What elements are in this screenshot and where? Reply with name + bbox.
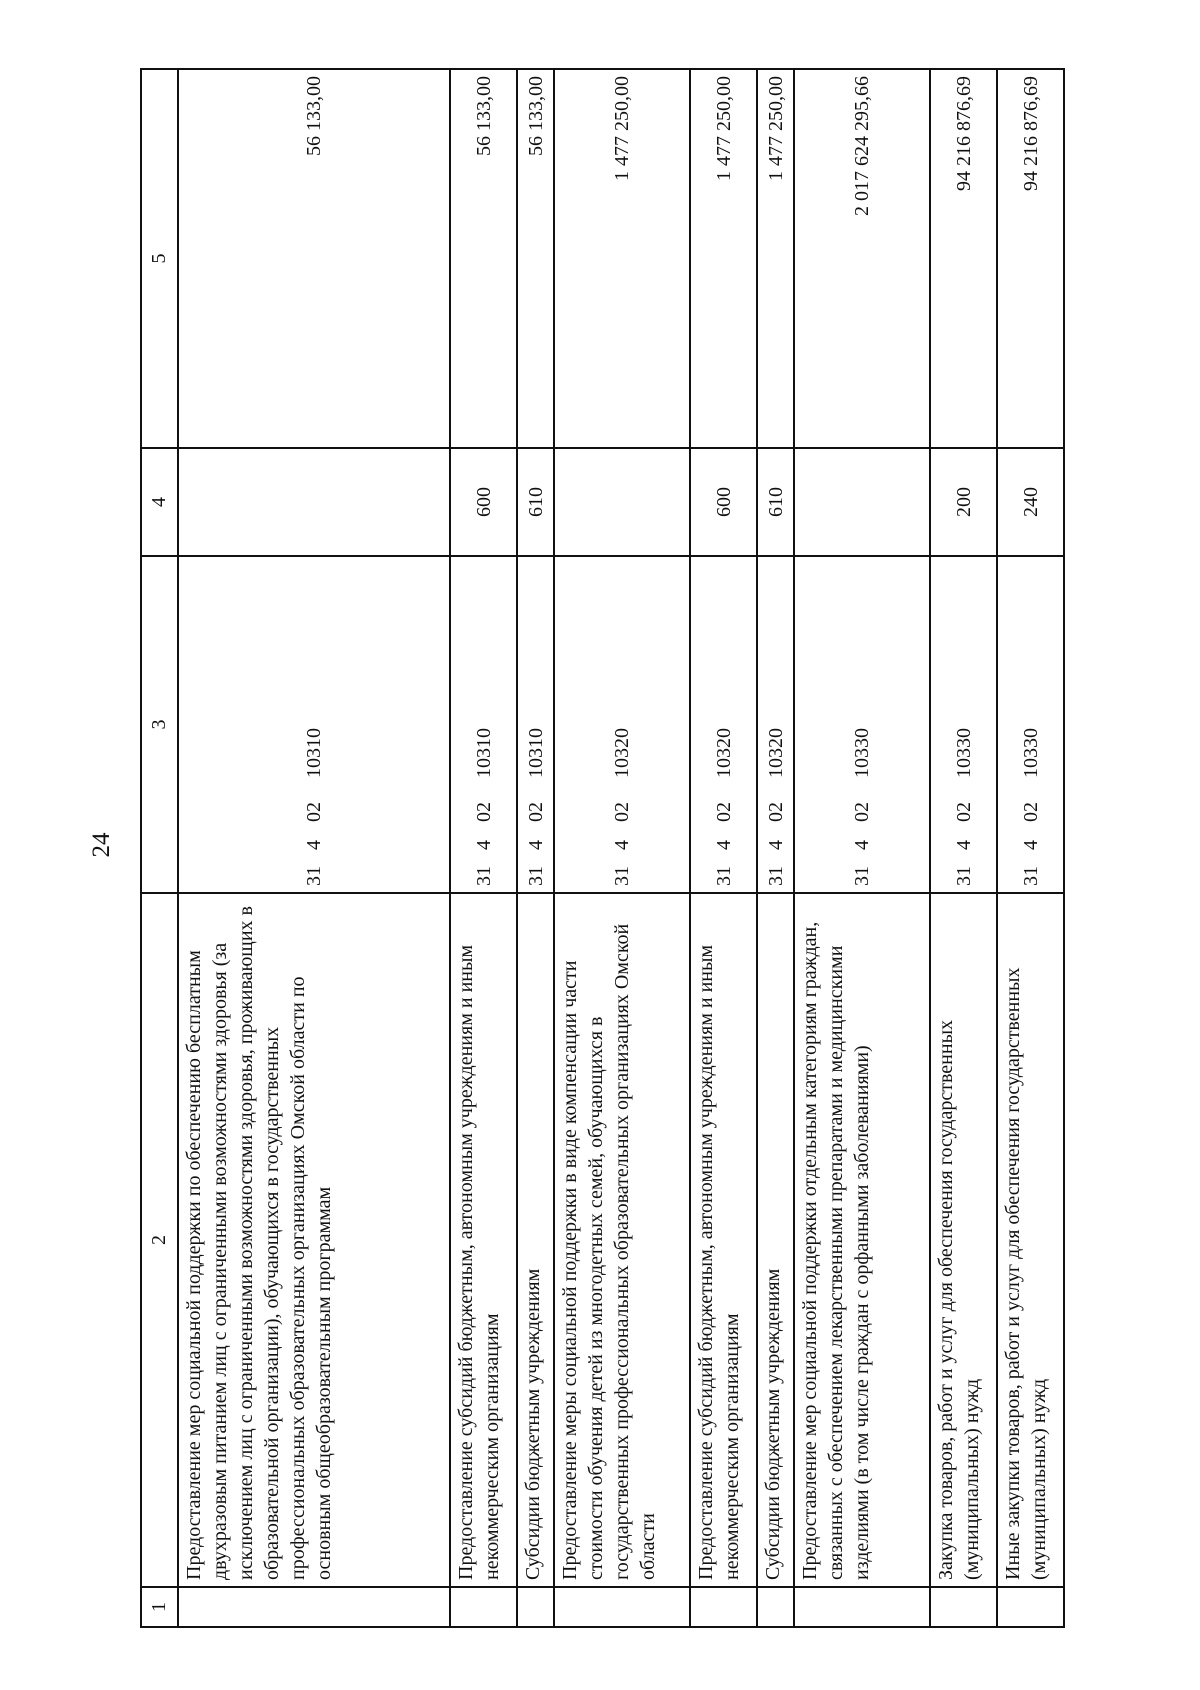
header-col-1: 1 — [141, 1587, 178, 1627]
classification-code — [609, 563, 635, 886]
amount-cell: 56 133,00 — [178, 69, 450, 448]
code-program: 31 — [712, 866, 735, 886]
code-direction: 10320 — [764, 728, 787, 778]
code-direction: 10320 — [712, 728, 735, 778]
code-subprogram: 4 — [611, 840, 634, 850]
amount-cell: 94 216 876,69 — [997, 69, 1064, 448]
expense-type-cell: 600 — [450, 448, 517, 556]
header-col-3: 3 — [141, 556, 178, 893]
classification-code-cell — [554, 556, 690, 893]
amount-cell: 56 133,00 — [517, 69, 554, 448]
code-program: 31 — [472, 866, 495, 886]
code-subprogram: 4 — [524, 840, 547, 850]
header-col-2: 2 — [141, 893, 178, 1587]
code-subprogram: 4 — [764, 840, 787, 850]
description-cell: Субсидии бюджетным учреждениям — [517, 893, 554, 1587]
expense-type-cell — [794, 448, 930, 556]
header-col-5: 5 — [141, 69, 178, 448]
classification-code-cell — [794, 556, 930, 893]
code-direction: 10310 — [524, 728, 547, 778]
row-number-cell — [450, 1587, 517, 1627]
classification-code — [471, 563, 497, 886]
classification-code-cell — [930, 556, 997, 893]
header-col-4: 4 — [141, 448, 178, 556]
code-activity: 02 — [952, 802, 975, 822]
table-row — [450, 69, 517, 1627]
description-cell: Иные закупки товаров, работ и услуг для обеспечения государственных (муниципальных) нужд — [997, 893, 1064, 1587]
classification-code — [763, 563, 789, 886]
row-number-cell — [997, 1587, 1064, 1627]
code-activity: 02 — [1019, 802, 1042, 822]
code-program: 31 — [851, 866, 874, 886]
code-activity: 02 — [472, 802, 495, 822]
description-cell: Предоставление меры социальной поддержки в виде компенсации части стоимости обучения детей из многодетных семей, обучающихся в государственных профессиональных образовательных организациях Омской области — [554, 893, 690, 1587]
code-activity: 02 — [712, 802, 735, 822]
classification-code — [849, 563, 875, 886]
row-number-cell — [794, 1587, 930, 1627]
expense-type-cell: 240 — [997, 448, 1064, 556]
table-row — [930, 69, 997, 1627]
code-activity: 02 — [851, 802, 874, 822]
classification-code-cell — [690, 556, 757, 893]
table-header-row — [141, 69, 178, 1627]
code-activity: 02 — [524, 802, 547, 822]
code-direction: 10330 — [952, 728, 975, 778]
description-cell: Предоставление мер социальной поддержки отдельным категориям граждан, связанных с обеспечением лекарственными препаратами и медицинскими изделиями (в том числе граждан с орфанными заболеваниями) — [794, 893, 930, 1587]
table-row — [554, 69, 690, 1627]
expense-type-cell: 610 — [517, 448, 554, 556]
code-direction: 10330 — [1019, 728, 1042, 778]
expense-type-cell: 600 — [690, 448, 757, 556]
classification-code — [711, 563, 737, 886]
code-subprogram: 4 — [1019, 840, 1042, 850]
classification-code — [523, 563, 549, 886]
code-program: 31 — [952, 866, 975, 886]
code-program: 31 — [1019, 866, 1042, 886]
row-number-cell — [757, 1587, 794, 1627]
rotated-page-content — [140, 68, 1065, 1628]
code-program: 31 — [764, 866, 787, 886]
code-program: 31 — [303, 866, 326, 886]
page-number: 24 — [88, 832, 115, 858]
classification-code-cell — [450, 556, 517, 893]
budget-table — [140, 68, 1065, 1628]
classification-code — [951, 563, 977, 886]
classification-code — [1018, 563, 1044, 886]
row-number-cell — [178, 1587, 450, 1627]
table-row — [757, 69, 794, 1627]
table-row — [517, 69, 554, 1627]
code-direction: 10310 — [472, 728, 495, 778]
row-number-cell — [930, 1587, 997, 1627]
row-number-cell — [554, 1587, 690, 1627]
row-number-cell — [517, 1587, 554, 1627]
table-row — [178, 69, 450, 1627]
expense-type-cell: 610 — [757, 448, 794, 556]
code-program: 31 — [611, 866, 634, 886]
code-activity: 02 — [611, 802, 634, 822]
amount-cell: 1 477 250,00 — [554, 69, 690, 448]
code-subprogram: 4 — [952, 840, 975, 850]
description-cell: Субсидии бюджетным учреждениям — [757, 893, 794, 1587]
classification-code-cell — [997, 556, 1064, 893]
code-direction: 10330 — [851, 728, 874, 778]
code-activity: 02 — [764, 802, 787, 822]
code-program: 31 — [524, 866, 547, 886]
table-row — [690, 69, 757, 1627]
description-cell: Закупка товаров, работ и услуг для обеспечения государственных (муниципальных) нужд — [930, 893, 997, 1587]
expense-type-cell — [178, 448, 450, 556]
amount-cell: 2 017 624 295,66 — [794, 69, 930, 448]
code-direction: 10310 — [303, 728, 326, 778]
code-subprogram: 4 — [851, 840, 874, 850]
table-row — [997, 69, 1064, 1627]
description-cell: Предоставление субсидий бюджетным, автономным учреждениям и иным некоммерческим организациям — [690, 893, 757, 1587]
code-subprogram: 4 — [472, 840, 495, 850]
classification-code — [301, 563, 327, 886]
classification-code-cell — [757, 556, 794, 893]
amount-cell: 94 216 876,69 — [930, 69, 997, 448]
code-subprogram: 4 — [712, 840, 735, 850]
amount-cell: 1 477 250,00 — [690, 69, 757, 448]
classification-code-cell — [178, 556, 450, 893]
description-cell: Предоставление субсидий бюджетным, автономным учреждениям и иным некоммерческим организациям — [450, 893, 517, 1587]
amount-cell: 1 477 250,00 — [757, 69, 794, 448]
code-activity: 02 — [303, 802, 326, 822]
expense-type-cell: 200 — [930, 448, 997, 556]
row-number-cell — [690, 1587, 757, 1627]
table-row — [794, 69, 930, 1627]
expense-type-cell — [554, 448, 690, 556]
amount-cell: 56 133,00 — [450, 69, 517, 448]
description-cell: Предоставление мер социальной поддержки по обеспечению бесплатным двухразовым питанием лиц с ограниченными возможностями здоровья (за исключением лиц с ограниченными возможностями здоровья, проживающих в образовательной организации), обучающихся в государственных профессиональных образовательных организациях Омской области по основным общеобразовательным программам — [178, 893, 450, 1587]
code-subprogram: 4 — [303, 840, 326, 850]
classification-code-cell — [517, 556, 554, 893]
code-direction: 10320 — [611, 728, 634, 778]
